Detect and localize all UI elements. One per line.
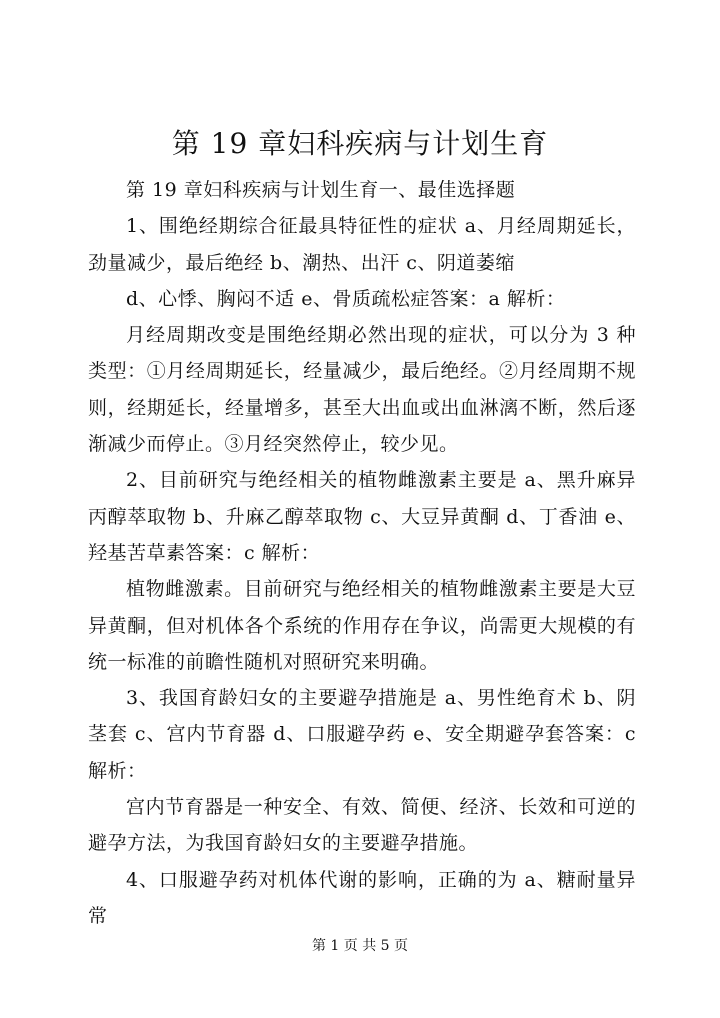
question-4: 4、口服避孕药对机体代谢的影响，正确的为 a、糖耐量异常 bbox=[88, 868, 636, 927]
question-3: 3、我国育龄妇女的主要避孕措施是 a、男性绝育术 b、阴茎套 c、宫内节育器 d、口服避孕药 e、安全期避孕套答案：c 解析： bbox=[88, 687, 636, 782]
document-title: 第 19 章妇科疾病与计划生育 bbox=[171, 127, 549, 160]
question-2: 2、目前研究与绝经相关的植物雌激素主要是 a、黑升麻异丙醇萃取物 b、升麻乙醇萃取物 c、大豆异黄酮 d、丁香油 e、羟基苦草素答案：c 解析： bbox=[88, 469, 636, 564]
question-1: 1、围绝经期综合征最具特征性的症状 a、月经周期延长，劲量减少，最后绝经 b、潮热、出汗 c、阴道萎缩 bbox=[88, 215, 636, 274]
document-body bbox=[88, 172, 636, 934]
question-2-explanation: 植物雌激素。目前研究与绝经相关的植物雌激素主要是大豆异黄酮，但对机体各个系统的作用存在争议，尚需更大规模的有统一标准的前瞻性随机对照研究来明确。 bbox=[88, 578, 636, 673]
page-footer: 第 1 页 共 5 页 bbox=[311, 938, 409, 954]
question-1-explanation: 月经周期改变是围绝经期必然出现的症状，可以分为 3 种类型：①月经周期延长，经量减少，最后绝经。②月经周期不规则，经期延长，经量增多，甚至大出血或出血淋漓不断，然后逐渐减少而停止。③月经突然停止，较少见。 bbox=[88, 324, 636, 456]
question-1-options-answer: d、心悸、胸闷不适 e、骨质疏松症答案：a 解析： bbox=[126, 287, 566, 310]
paragraph-heading: 第 19 章妇科疾病与计划生育一、最佳选择题 bbox=[126, 179, 516, 201]
question-3-explanation: 宫内节育器是一种安全、有效、简便、经济、长效和可逆的避孕方法，为我国育龄妇女的主要避孕措施。 bbox=[88, 796, 636, 855]
